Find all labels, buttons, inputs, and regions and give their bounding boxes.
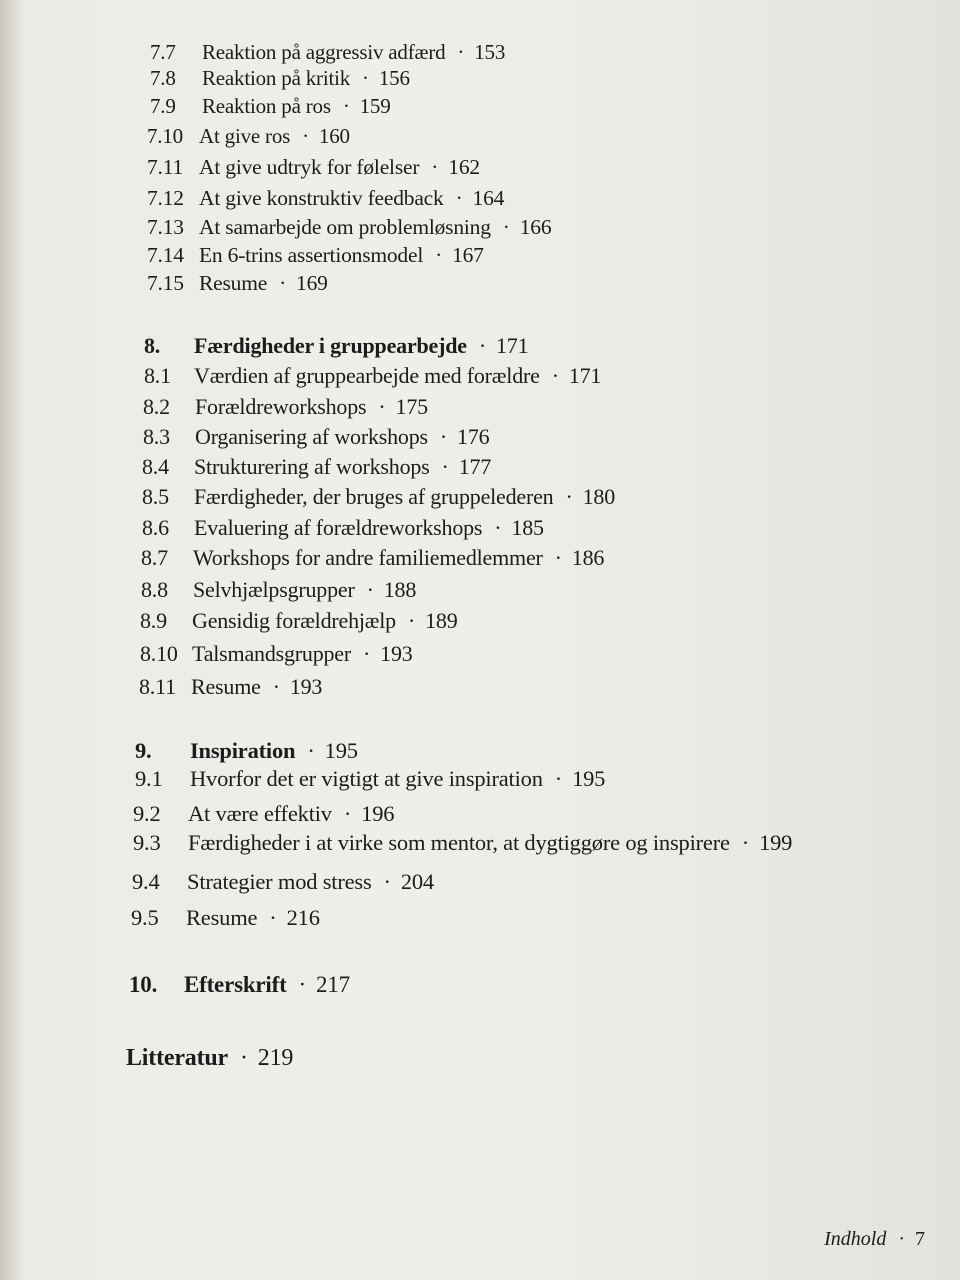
toc-section-row xyxy=(140,641,413,667)
toc-section-row xyxy=(142,454,491,480)
toc-separator-dot: · xyxy=(565,484,573,509)
toc-entry-number: 7.15 xyxy=(147,271,184,295)
toc-entry-number: 8.2 xyxy=(143,394,170,419)
toc-entry-number: 7.12 xyxy=(147,186,184,210)
toc-section-row xyxy=(147,124,350,149)
toc-section-row xyxy=(140,608,458,634)
toc-entry-number: 7.7 xyxy=(150,40,176,64)
toc-chapter-row xyxy=(129,972,350,998)
toc-entry-title: Hvorfor det er vigtigt at give inspiration xyxy=(190,766,543,791)
toc-entry-page-number: 199 xyxy=(759,830,793,855)
toc-section-row xyxy=(147,243,484,268)
toc-entry-title: At give ros xyxy=(199,124,291,148)
toc-separator-dot: · xyxy=(741,830,750,855)
toc-separator-dot: · xyxy=(457,40,465,64)
toc-entry-page-number: 188 xyxy=(383,577,417,602)
toc-entry-title: At give konstruktiv feedback xyxy=(199,186,444,210)
toc-separator-dot: · xyxy=(307,738,315,763)
toc-section-row xyxy=(141,545,604,571)
toc-entry-page-number: 166 xyxy=(519,215,552,239)
toc-section-row xyxy=(143,424,489,450)
toc-entry-page-number: 167 xyxy=(452,243,484,267)
toc-entry-number: 9.1 xyxy=(135,766,163,791)
toc-separator-dot: · xyxy=(455,186,463,210)
toc-section-row xyxy=(144,363,601,389)
toc-section-row xyxy=(143,394,428,420)
toc-chapter-row xyxy=(135,738,358,764)
toc-entry-page-number: 171 xyxy=(568,363,602,388)
toc-entry-title: Organisering af workshops xyxy=(195,424,428,449)
toc-entry-page-number: 164 xyxy=(472,186,505,210)
book-spine-shadow xyxy=(0,0,22,1280)
toc-entry-page-number: 195 xyxy=(324,738,358,763)
toc-entry-title: Strukturering af workshops xyxy=(194,454,430,479)
toc-section-row xyxy=(133,830,792,856)
toc-separator-dot: · xyxy=(363,641,371,666)
toc-entry-number: 7.9 xyxy=(150,94,176,118)
toc-section-row xyxy=(147,155,480,180)
toc-entry-number: 8.6 xyxy=(142,515,169,540)
toc-separator-dot: · xyxy=(239,1045,248,1071)
toc-entry-number: 9. xyxy=(135,738,152,763)
toc-section-row xyxy=(147,215,551,240)
toc-separator-dot: · xyxy=(407,608,416,633)
toc-entry-page-number: 160 xyxy=(318,124,350,148)
toc-entry-page-number: 217 xyxy=(316,972,350,997)
toc-entry-page-number: 195 xyxy=(572,766,606,791)
footer-label: Indhold xyxy=(824,1228,887,1250)
toc-entry-title: Værdien af gruppearbejde med forældre xyxy=(194,363,540,388)
toc-entry-title: Færdigheder i at virke som mentor, at dygtiggøre og inspirere xyxy=(188,830,730,855)
page-footer xyxy=(824,1228,925,1251)
toc-entry-page-number: 193 xyxy=(380,641,413,666)
toc-entry-page-number: 185 xyxy=(511,515,544,540)
toc-separator-dot: · xyxy=(269,905,277,930)
toc-separator-dot: · xyxy=(302,124,309,148)
toc-entry-page-number: 162 xyxy=(448,155,480,179)
toc-entry-title: Resume xyxy=(191,674,261,699)
toc-entry-page-number: 176 xyxy=(457,424,490,449)
toc-separator-dot: · xyxy=(279,271,287,295)
toc-entry-title: Workshops for andre familiemedlemmer xyxy=(193,545,543,570)
toc-section-row xyxy=(132,869,434,895)
toc-section-row xyxy=(147,271,328,296)
toc-entry-number: 10. xyxy=(129,972,158,997)
toc-entry-page-number: 196 xyxy=(361,801,395,826)
toc-entry-title: Reaktion på ros xyxy=(202,94,331,118)
toc-separator-dot: · xyxy=(551,363,559,388)
toc-separator-dot: · xyxy=(366,577,374,602)
toc-separator-dot: · xyxy=(502,215,510,239)
toc-separator-dot: · xyxy=(554,766,563,791)
toc-section-row xyxy=(131,905,320,931)
toc-entry-title: Efterskrift xyxy=(184,972,287,997)
footer-separator: · xyxy=(898,1228,905,1250)
toc-entry-number: 9.2 xyxy=(133,801,161,826)
toc-separator-dot: · xyxy=(342,94,350,118)
toc-separator-dot: · xyxy=(439,424,448,449)
toc-entry-title: Forældreworkshops xyxy=(195,394,367,419)
toc-entry-page-number: 216 xyxy=(286,905,320,930)
toc-entry-title: En 6-trins assertionsmodel xyxy=(199,243,424,267)
toc-entry-page-number: 193 xyxy=(289,674,323,699)
toc-entry-number: 8. xyxy=(144,333,161,358)
toc-section-row xyxy=(142,515,544,541)
toc-entry-title: Resume xyxy=(199,271,268,295)
toc-entry-number: 8.10 xyxy=(140,641,178,666)
toc-separator-dot: · xyxy=(494,515,502,540)
toc-separator-dot: · xyxy=(441,454,449,479)
toc-entry-number: 8.1 xyxy=(144,363,171,388)
toc-entry-page-number: 159 xyxy=(359,94,391,118)
toc-section-row xyxy=(133,801,394,827)
toc-separator-dot: · xyxy=(362,66,369,90)
toc-separator-dot: · xyxy=(431,155,439,179)
toc-entry-title: Resume xyxy=(186,905,258,930)
toc-section-row xyxy=(135,766,605,792)
toc-entry-number: 9.5 xyxy=(131,905,159,930)
toc-separator-dot: · xyxy=(554,545,562,570)
toc-entry-page-number: 186 xyxy=(571,545,605,570)
toc-entry-number: 7.10 xyxy=(147,124,183,148)
toc-entry-number: 8.4 xyxy=(142,454,169,479)
toc-entry-title: Reaktion på kritik xyxy=(202,66,351,90)
toc-separator-dot: · xyxy=(383,869,391,894)
toc-entry-page-number: 189 xyxy=(425,608,458,633)
toc-entry-title: Inspiration xyxy=(190,738,296,763)
toc-section-row xyxy=(150,94,391,119)
toc-entry-number: 7.8 xyxy=(150,66,176,90)
toc-entry-page-number: 171 xyxy=(496,333,529,358)
toc-section-row xyxy=(150,66,410,91)
toc-entry-title: At samarbejde om problemløsning xyxy=(199,215,491,239)
toc-entry-number: 8.9 xyxy=(140,608,167,633)
toc-entry-number: 7.14 xyxy=(147,243,184,267)
toc-entry-page-number: 169 xyxy=(296,271,328,295)
toc-entry-number: 8.8 xyxy=(141,577,168,602)
toc-entry-number: 7.13 xyxy=(147,215,184,239)
toc-entry-page-number: 219 xyxy=(257,1045,294,1071)
toc-separator-dot: · xyxy=(272,674,280,699)
toc-entry-title: Selvhjælpsgrupper xyxy=(193,577,355,602)
toc-entry-title: Gensidig forældrehjælp xyxy=(192,608,396,633)
toc-entry-page-number: 175 xyxy=(395,394,428,419)
toc-entry-number: 9.3 xyxy=(133,830,161,855)
toc-separator-dot: · xyxy=(435,243,443,267)
toc-entry-title: Færdigheder i gruppearbejde xyxy=(194,333,467,358)
toc-entry-page-number: 204 xyxy=(400,869,434,894)
toc-section-row xyxy=(141,577,416,603)
toc-entry-title: At være effektiv xyxy=(188,801,332,826)
toc-entry-page-number: 177 xyxy=(458,454,492,479)
toc-entry-number: 7.11 xyxy=(147,155,184,179)
toc-section-row xyxy=(147,186,504,211)
toc-entry-number: 9.4 xyxy=(132,869,160,894)
toc-section-row xyxy=(142,484,615,510)
toc-entry-title: Evaluering af forældreworkshops xyxy=(194,515,483,540)
toc-separator-dot: · xyxy=(378,394,386,419)
toc-entry-page-number: 156 xyxy=(378,66,410,90)
toc-entry-title: Færdigheder, der bruges af gruppelederen xyxy=(194,484,554,509)
toc-entry-number: 8.5 xyxy=(142,484,169,509)
toc-section-row xyxy=(139,674,322,700)
toc-section-row xyxy=(150,40,505,65)
toc-separator-dot: · xyxy=(478,333,486,358)
toc-entry-number: 8.3 xyxy=(143,424,170,449)
toc-chapter-row xyxy=(126,1045,293,1072)
toc-entry-page-number: 180 xyxy=(582,484,616,509)
toc-entry-number: 8.11 xyxy=(139,674,176,699)
toc-entry-title: Talsmandsgrupper xyxy=(192,641,351,666)
toc-separator-dot: · xyxy=(343,801,352,826)
footer-page-number: 7 xyxy=(915,1228,925,1250)
toc-entry-title: At give udtryk for følelser xyxy=(199,155,420,179)
toc-entry-title: Litteratur xyxy=(126,1045,228,1071)
toc-entry-page-number: 153 xyxy=(474,40,506,64)
toc-entry-number: 8.7 xyxy=(141,545,168,570)
toc-separator-dot: · xyxy=(298,972,307,997)
toc-chapter-row xyxy=(144,333,528,359)
toc-entry-title: Strategier mod stress xyxy=(187,869,372,894)
toc-entry-title: Reaktion på aggressiv adfærd xyxy=(202,40,446,64)
